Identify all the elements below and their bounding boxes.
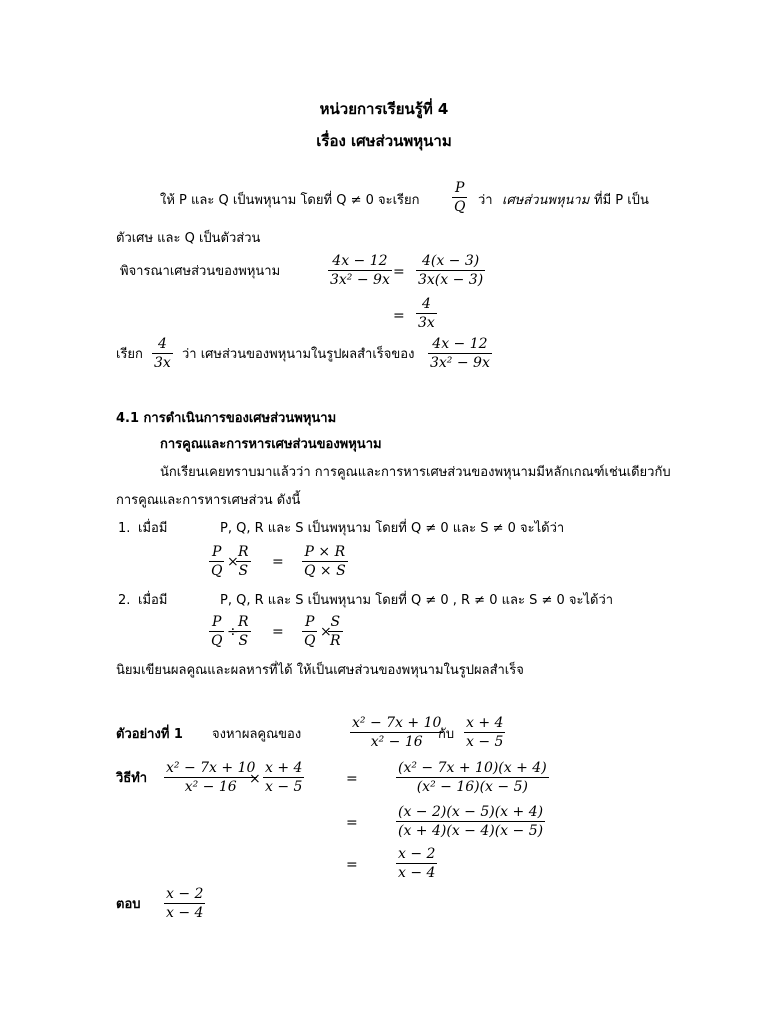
title-topic: เรื่อง เศษส่วนพหุนาม [316,132,452,150]
denominator: x − 4 [398,865,436,881]
section-para2: การคูณและการหารเศษส่วน ดังนี้ [116,493,301,508]
section-para1: นักเรียนเคยทราบมาแล้วว่า การคูณและการหารเศษส่วนของพหุนามมีหลักเกณฑ์เช่นเดียวกับ [160,465,671,480]
numerator: (x − 2)(x − 5)(x + 4) [398,804,544,820]
example-fraction-2 [464,715,505,750]
times-sign: × [320,624,332,640]
numerator: x + 4 [265,760,303,776]
answer-fraction [164,886,205,921]
times-sign: × [249,771,261,787]
denominator: 3x² − 9x [430,355,490,371]
denominator: (x² − 16)(x − 5) [416,779,528,795]
numerator: x² − 7x + 10 [352,715,442,731]
step-fraction-2 [396,804,545,839]
example-fraction-1 [350,715,443,750]
equals-sign: = [346,771,358,787]
denominator: 3x² − 9x [330,272,390,288]
step-fraction-3 [396,846,437,881]
denominator: x² − 16 [370,734,423,750]
denominator: Q × S [304,563,346,579]
rule2-fraction-left-1 [209,614,224,649]
consider-fraction-3 [416,296,437,331]
answer-label: ตอบ [116,897,141,912]
intro-fraction [452,180,467,215]
consider-fraction-1 [328,253,392,288]
denominator: 3x [154,355,171,371]
denominator: Q [211,563,223,579]
denominator: x² − 16 [184,779,237,795]
numerator: x + 4 [466,715,504,731]
numerator: R [238,544,249,560]
denominator: 3x [418,315,435,331]
method-label: วิธีทำ [116,771,148,786]
numerator: S [330,614,341,630]
numerator: 4 [157,336,167,352]
numerator: P [305,614,315,630]
denominator: Q [211,633,223,649]
example-task: จงหาผลคูณของ [212,727,302,742]
denominator: S [238,563,249,579]
rule-number: 2. [118,593,131,608]
numerator: x − 2 [398,846,436,862]
denominator: 3x(x − 3) [418,272,484,288]
note-text: นิยมเขียนผลคูณและผลหารที่ได้ ให้เป็นเศษส่วนของพหุนามในรูปผลสำเร็จ [116,663,524,678]
denominator: Q [304,633,316,649]
intro-text-a: ให้ P และ Q เป็นพหุนาม โดยที่ Q ≠ 0 จะเรียก [160,193,420,208]
solution-fraction-1 [164,760,257,795]
call-fraction-2 [428,336,492,371]
rule2-fraction-left-2 [236,614,251,649]
rule1-fraction-left-1 [209,544,224,579]
equals-sign: = [393,308,405,324]
consider-label: พิจารณาเศษส่วนของพหุนาม [120,264,281,279]
rule2-fraction-right-2 [328,614,343,649]
equals-sign: = [393,264,405,280]
numerator: P [212,544,222,560]
example-with: กับ [438,727,455,742]
numerator: x − 2 [166,886,204,902]
call-fraction-1 [152,336,173,371]
numerator: x² − 7x + 10 [166,760,256,776]
numerator: P [212,614,222,630]
consider-fraction-2 [416,253,485,288]
solution-fraction-2 [263,760,304,795]
intro-text-c: ที่มี P เป็น [594,193,649,208]
equals-sign: = [346,815,358,831]
denominator: (x + 4)(x − 4)(x − 5) [398,823,544,839]
denominator: Q [454,199,466,215]
equals-sign: = [346,857,358,873]
rule-condition: P, Q, R และ S เป็นพหุนาม โดยที่ Q ≠ 0 และ S ≠ 0 จะได้ว่า [220,521,565,536]
section-heading: 4.1 การดำเนินการของเศษส่วนพหุนาม [116,411,337,426]
example-label: ตัวอย่างที่ 1 [116,727,183,742]
divide-sign: ÷ [227,624,239,640]
title-unit: หน่วยการเรียนรู้ที่ 4 [319,100,449,118]
times-sign: × [227,554,239,570]
numerator: R [238,614,249,630]
rule-number: 1. [118,521,131,536]
step-fraction-1 [396,760,549,795]
intro-text-italic: เศษส่วนพหุนาม [502,193,590,208]
call-text-a: เรียก [116,347,143,362]
denominator: R [330,633,341,649]
equals-sign: = [272,554,284,570]
numerator: 4(x − 3) [421,253,480,269]
rule1-fraction-left-2 [236,544,251,579]
denominator: S [238,633,249,649]
numerator: (x² − 7x + 10)(x + 4) [398,760,547,776]
rule-when: เมื่อมี [138,593,168,608]
numerator: 4x − 12 [332,253,388,269]
rule1-fraction-right [302,544,348,579]
denominator: x − 5 [265,779,303,795]
denominator: x − 5 [466,734,504,750]
rule-condition: P, Q, R และ S เป็นพหุนาม โดยที่ Q ≠ 0 , R ≠ 0 และ S ≠ 0 จะได้ว่า [220,593,614,608]
section-subheading: การคูณและการหารเศษส่วนของพหุนาม [160,437,382,452]
call-text-b: ว่า เศษส่วนของพหุนามในรูปผลสำเร็จของ [182,347,415,362]
intro-line2: ตัวเศษ และ Q เป็นตัวส่วน [116,231,261,246]
intro-text-b: ว่า [478,193,493,208]
numerator: P [455,180,465,196]
denominator: x − 4 [166,905,204,921]
numerator: 4x − 12 [432,336,488,352]
equals-sign: = [272,624,284,640]
rule-when: เมื่อมี [138,521,168,536]
numerator: P × R [304,544,346,560]
numerator: 4 [421,296,431,312]
rule2-fraction-right-1 [302,614,317,649]
